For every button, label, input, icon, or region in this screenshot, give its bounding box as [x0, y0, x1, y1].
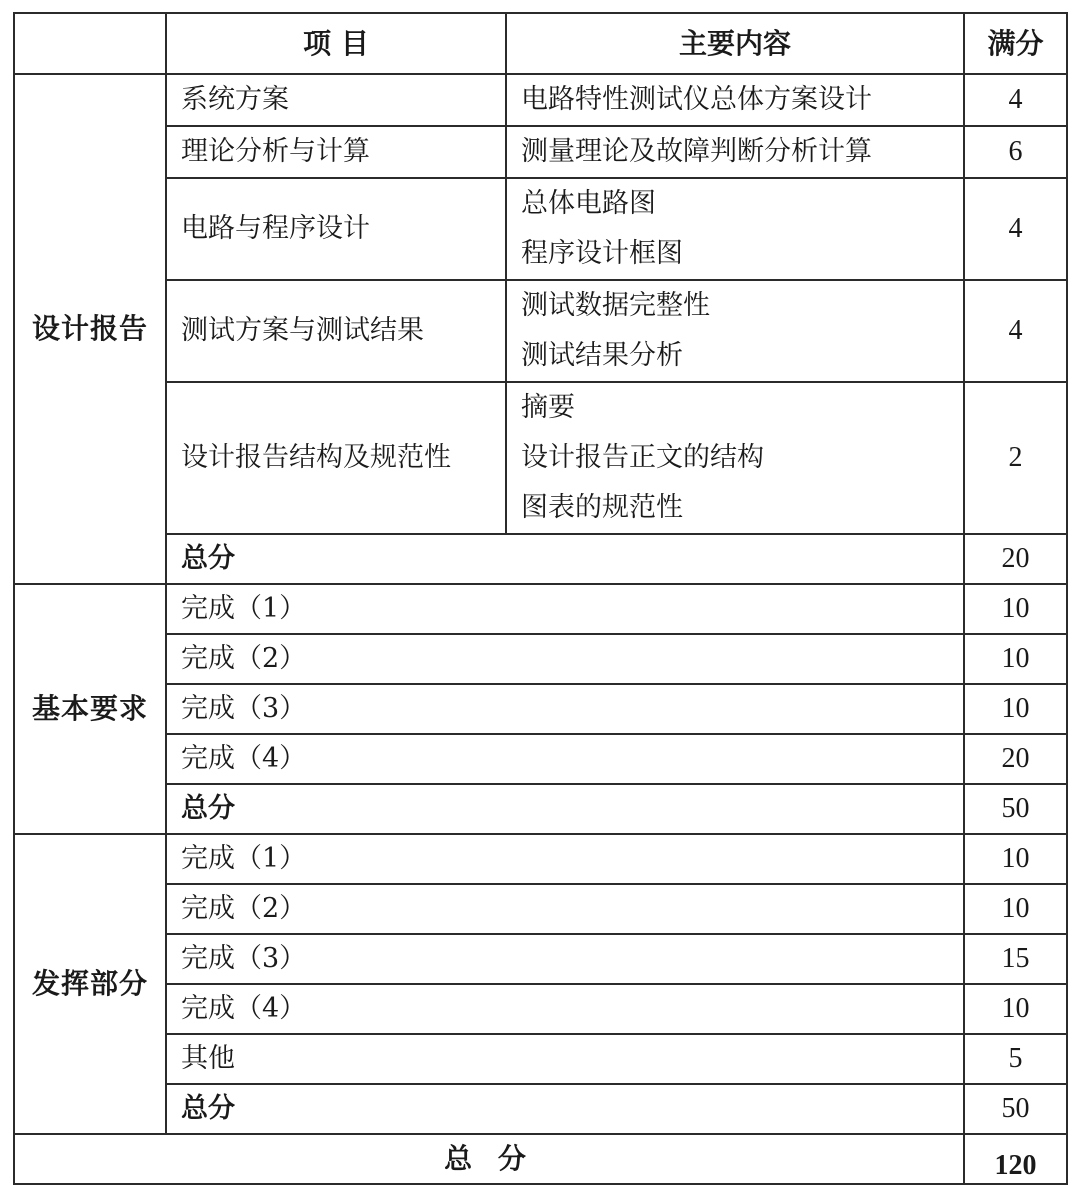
score-cell: 4: [964, 74, 1067, 126]
item-cell: 完成（4）: [166, 984, 964, 1034]
content-line: 设计报告正文的结构: [521, 442, 764, 473]
subtotal-label: 总分: [166, 534, 964, 584]
category-basic-requirements: 基本要求: [14, 584, 166, 834]
header-row: [14, 13, 1067, 74]
category-design-report: 设计报告: [14, 74, 166, 584]
content-cell: [506, 74, 964, 126]
score-cell: 10: [964, 834, 1067, 884]
subtotal-score: 50: [964, 1084, 1067, 1134]
table-row: [14, 834, 1067, 884]
header-content: 主要内容: [506, 13, 964, 74]
content-cell: [506, 126, 964, 178]
score-cell: 20: [964, 734, 1067, 784]
table-row: [14, 280, 1067, 382]
item-cell: 电路与程序设计: [166, 178, 506, 280]
subtotal-row: [14, 534, 1067, 584]
table-row: [14, 984, 1067, 1034]
table-row: [14, 178, 1067, 280]
table-row: [14, 884, 1067, 934]
item-cell: 完成（3）: [166, 934, 964, 984]
item-cell: 完成（3）: [166, 684, 964, 734]
score-cell: 15: [964, 934, 1067, 984]
header-blank-cell: [14, 13, 166, 74]
content-cell: [506, 280, 964, 382]
content-line: 测试结果分析: [521, 340, 683, 371]
content-cell: [506, 382, 964, 534]
content-line: 电路特性测试仪总体方案设计: [521, 84, 872, 115]
content-cell: [506, 178, 964, 280]
category-extended-part: 发挥部分: [14, 834, 166, 1134]
header-item: 项 目: [166, 13, 506, 74]
scoring-table: [13, 12, 1068, 1185]
item-cell: 测试方案与测试结果: [166, 280, 506, 382]
score-cell: 2: [964, 382, 1067, 534]
content-line: 摘要: [521, 392, 575, 423]
item-cell: 其他: [166, 1034, 964, 1084]
header-score: 满分: [964, 13, 1067, 74]
table-row: [14, 584, 1067, 634]
content-line: 图表的规范性: [521, 492, 683, 523]
subtotal-label: 总分: [166, 784, 964, 834]
table-row: [14, 684, 1067, 734]
subtotal-row: [14, 1084, 1067, 1134]
table-row: [14, 74, 1067, 126]
grand-total-label: 总 分: [14, 1134, 964, 1184]
score-cell: 10: [964, 634, 1067, 684]
score-cell: 10: [964, 584, 1067, 634]
score-cell: 10: [964, 684, 1067, 734]
grand-total-score: 120: [964, 1134, 1067, 1184]
content-line: 总体电路图: [521, 188, 656, 219]
grand-total-row: [14, 1134, 1067, 1184]
score-cell: 10: [964, 984, 1067, 1034]
table-row: [14, 634, 1067, 684]
content-line: 程序设计框图: [521, 238, 683, 269]
content-line: 测量理论及故障判断分析计算: [521, 136, 872, 167]
subtotal-row: [14, 784, 1067, 834]
subtotal-label: 总分: [166, 1084, 964, 1134]
item-cell: 系统方案: [166, 74, 506, 126]
item-cell: 完成（1）: [166, 834, 964, 884]
subtotal-score: 50: [964, 784, 1067, 834]
item-cell: 理论分析与计算: [166, 126, 506, 178]
table-row: [14, 934, 1067, 984]
score-cell: 6: [964, 126, 1067, 178]
score-cell: 4: [964, 178, 1067, 280]
subtotal-score: 20: [964, 534, 1067, 584]
score-cell: 10: [964, 884, 1067, 934]
score-cell: 4: [964, 280, 1067, 382]
table-row: [14, 382, 1067, 534]
item-cell: 完成（2）: [166, 634, 964, 684]
table-row: [14, 734, 1067, 784]
item-cell: 完成（4）: [166, 734, 964, 784]
item-cell: 设计报告结构及规范性: [166, 382, 506, 534]
item-cell: 完成（2）: [166, 884, 964, 934]
table-row: [14, 1034, 1067, 1084]
item-cell: 完成（1）: [166, 584, 964, 634]
score-cell: 5: [964, 1034, 1067, 1084]
table-row: [14, 126, 1067, 178]
content-line: 测试数据完整性: [521, 290, 710, 321]
